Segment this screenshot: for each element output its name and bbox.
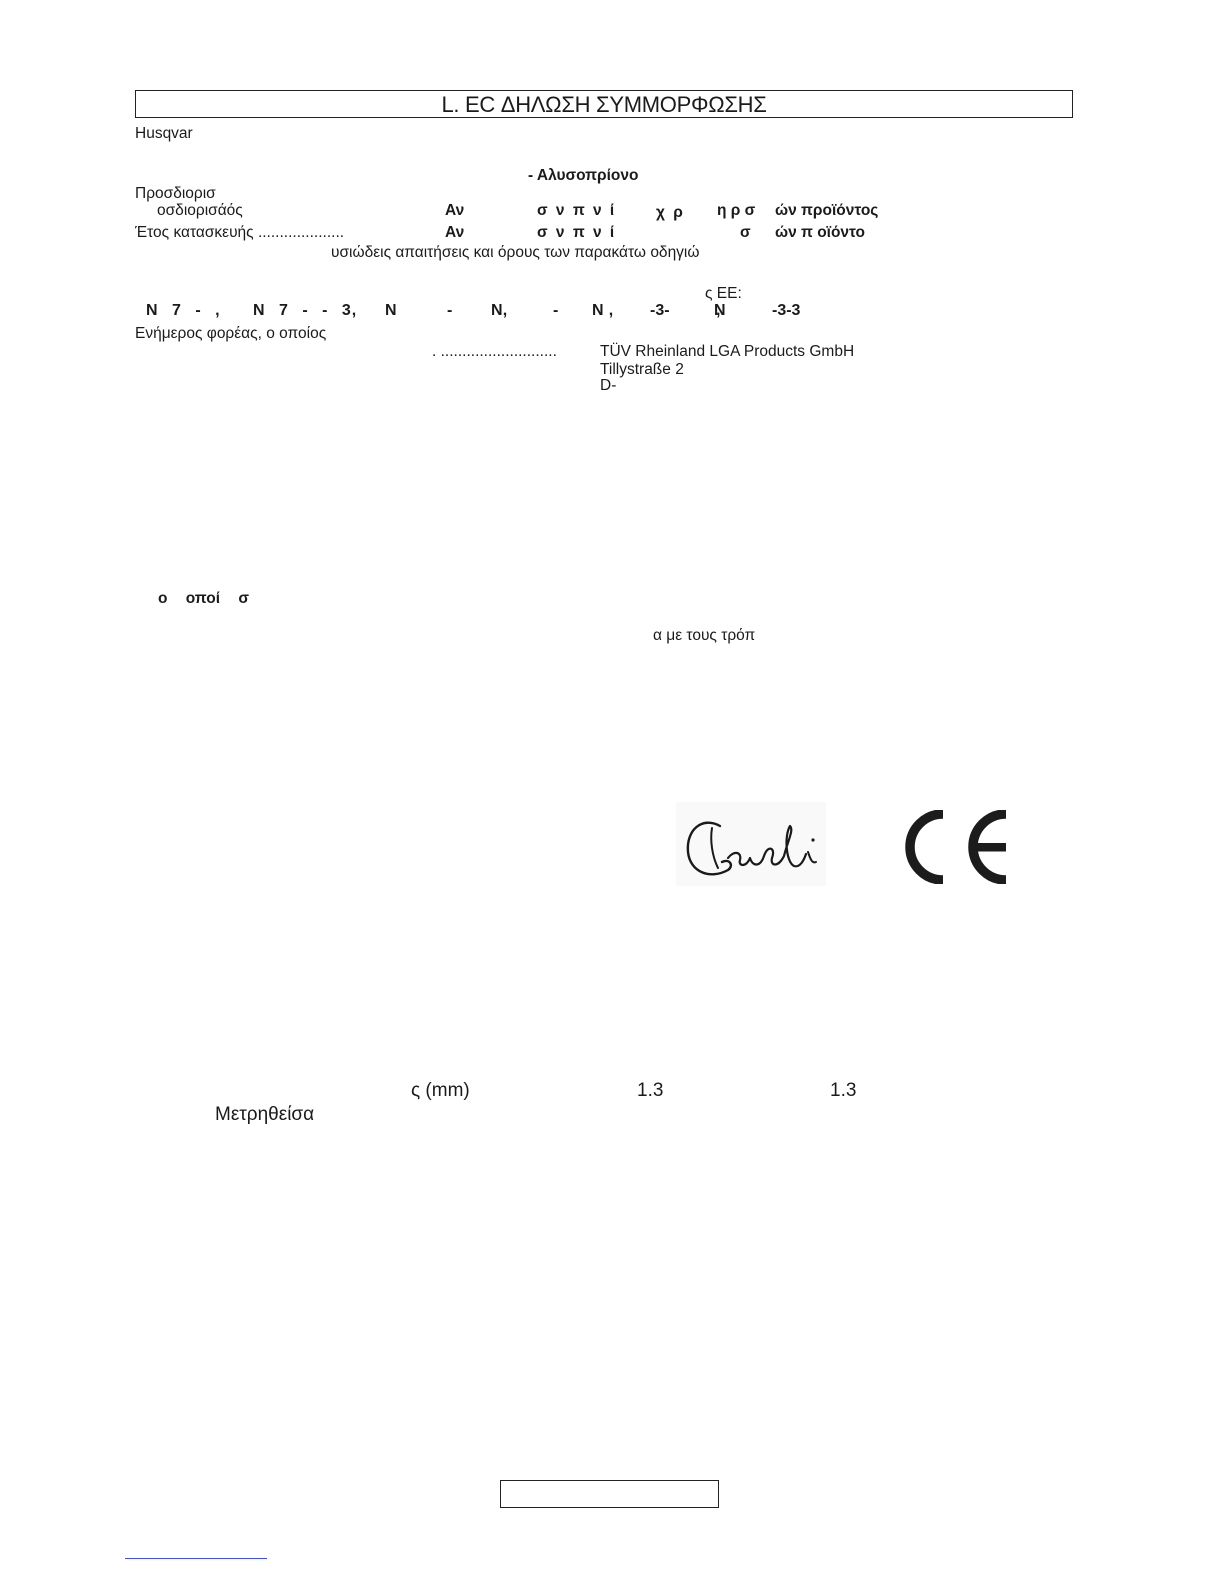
title-box [135,90,1073,118]
measure-unit-label: ς (mm) [411,1080,470,1101]
notified-body-city: D- [600,377,617,394]
measure-caption: Μετρηθείσα [215,1104,315,1125]
notified-body-dots: . ........................... [432,343,557,360]
notified-body-name: TÜV Rheinland LGA Products GmbH [600,343,855,360]
spec-1-col-1: Αν [445,202,465,219]
ce-mark-icon [905,810,1011,884]
footer-link-underline[interactable] [125,1558,267,1559]
notified-body-label: Ενήμερος φορέας, ο οποίος [135,325,327,342]
spec-2-col-4: ών π οϊόντο [775,224,866,241]
footer-box [500,1480,719,1508]
spec-2-col-3: σ [740,224,751,241]
standard-2: N 7 - - 3, [253,302,358,319]
document-title: L. EC ΔΗΛΩΣΗ ΣΥΜΜΟΡΦΩΣΗΣ [441,92,767,117]
identifier-label-2: οσδιορισάός [157,202,243,219]
manufacturer-name: Husqvar [135,125,193,142]
spec-2-col-1: Αν [445,224,465,241]
requirements-text: υσιώδεις απαιτήσεις και όρους των παρακάτω οδηγιώ [331,244,700,261]
notified-body-street: Tillystraße 2 [600,361,684,378]
spec-1-col-4: η ρ σ [717,202,756,219]
directive-reference: ς ΕΕ: [705,285,742,302]
standard-4: N - , [491,302,615,319]
fragment-text-1: ο οποί σ [158,590,249,607]
standard-3: N - , [385,302,509,319]
year-label: Έτος κατασκευής .................... [135,224,345,241]
standard-5: N -3- , [592,302,721,319]
signature-image [672,796,830,890]
product-type: - Αλυσοπρίονο [528,167,639,184]
spec-1-col-5: ών προϊόντος [775,202,879,219]
standard-1: N 7 - , [146,302,221,319]
fragment-text-2: α με τους τρόπ [653,627,756,644]
measure-value-2: 1.3 [830,1080,857,1101]
spec-1-col-2: σ ν π ν ί [537,202,617,219]
identifier-label-1: Προσδιορισ [135,185,216,202]
standard-6: N -3-3 [714,302,801,319]
spec-1-col-3: χ ρ [656,204,685,221]
spec-2-col-2: σ ν π ν ί [537,224,617,241]
measure-value-1: 1.3 [637,1080,664,1101]
